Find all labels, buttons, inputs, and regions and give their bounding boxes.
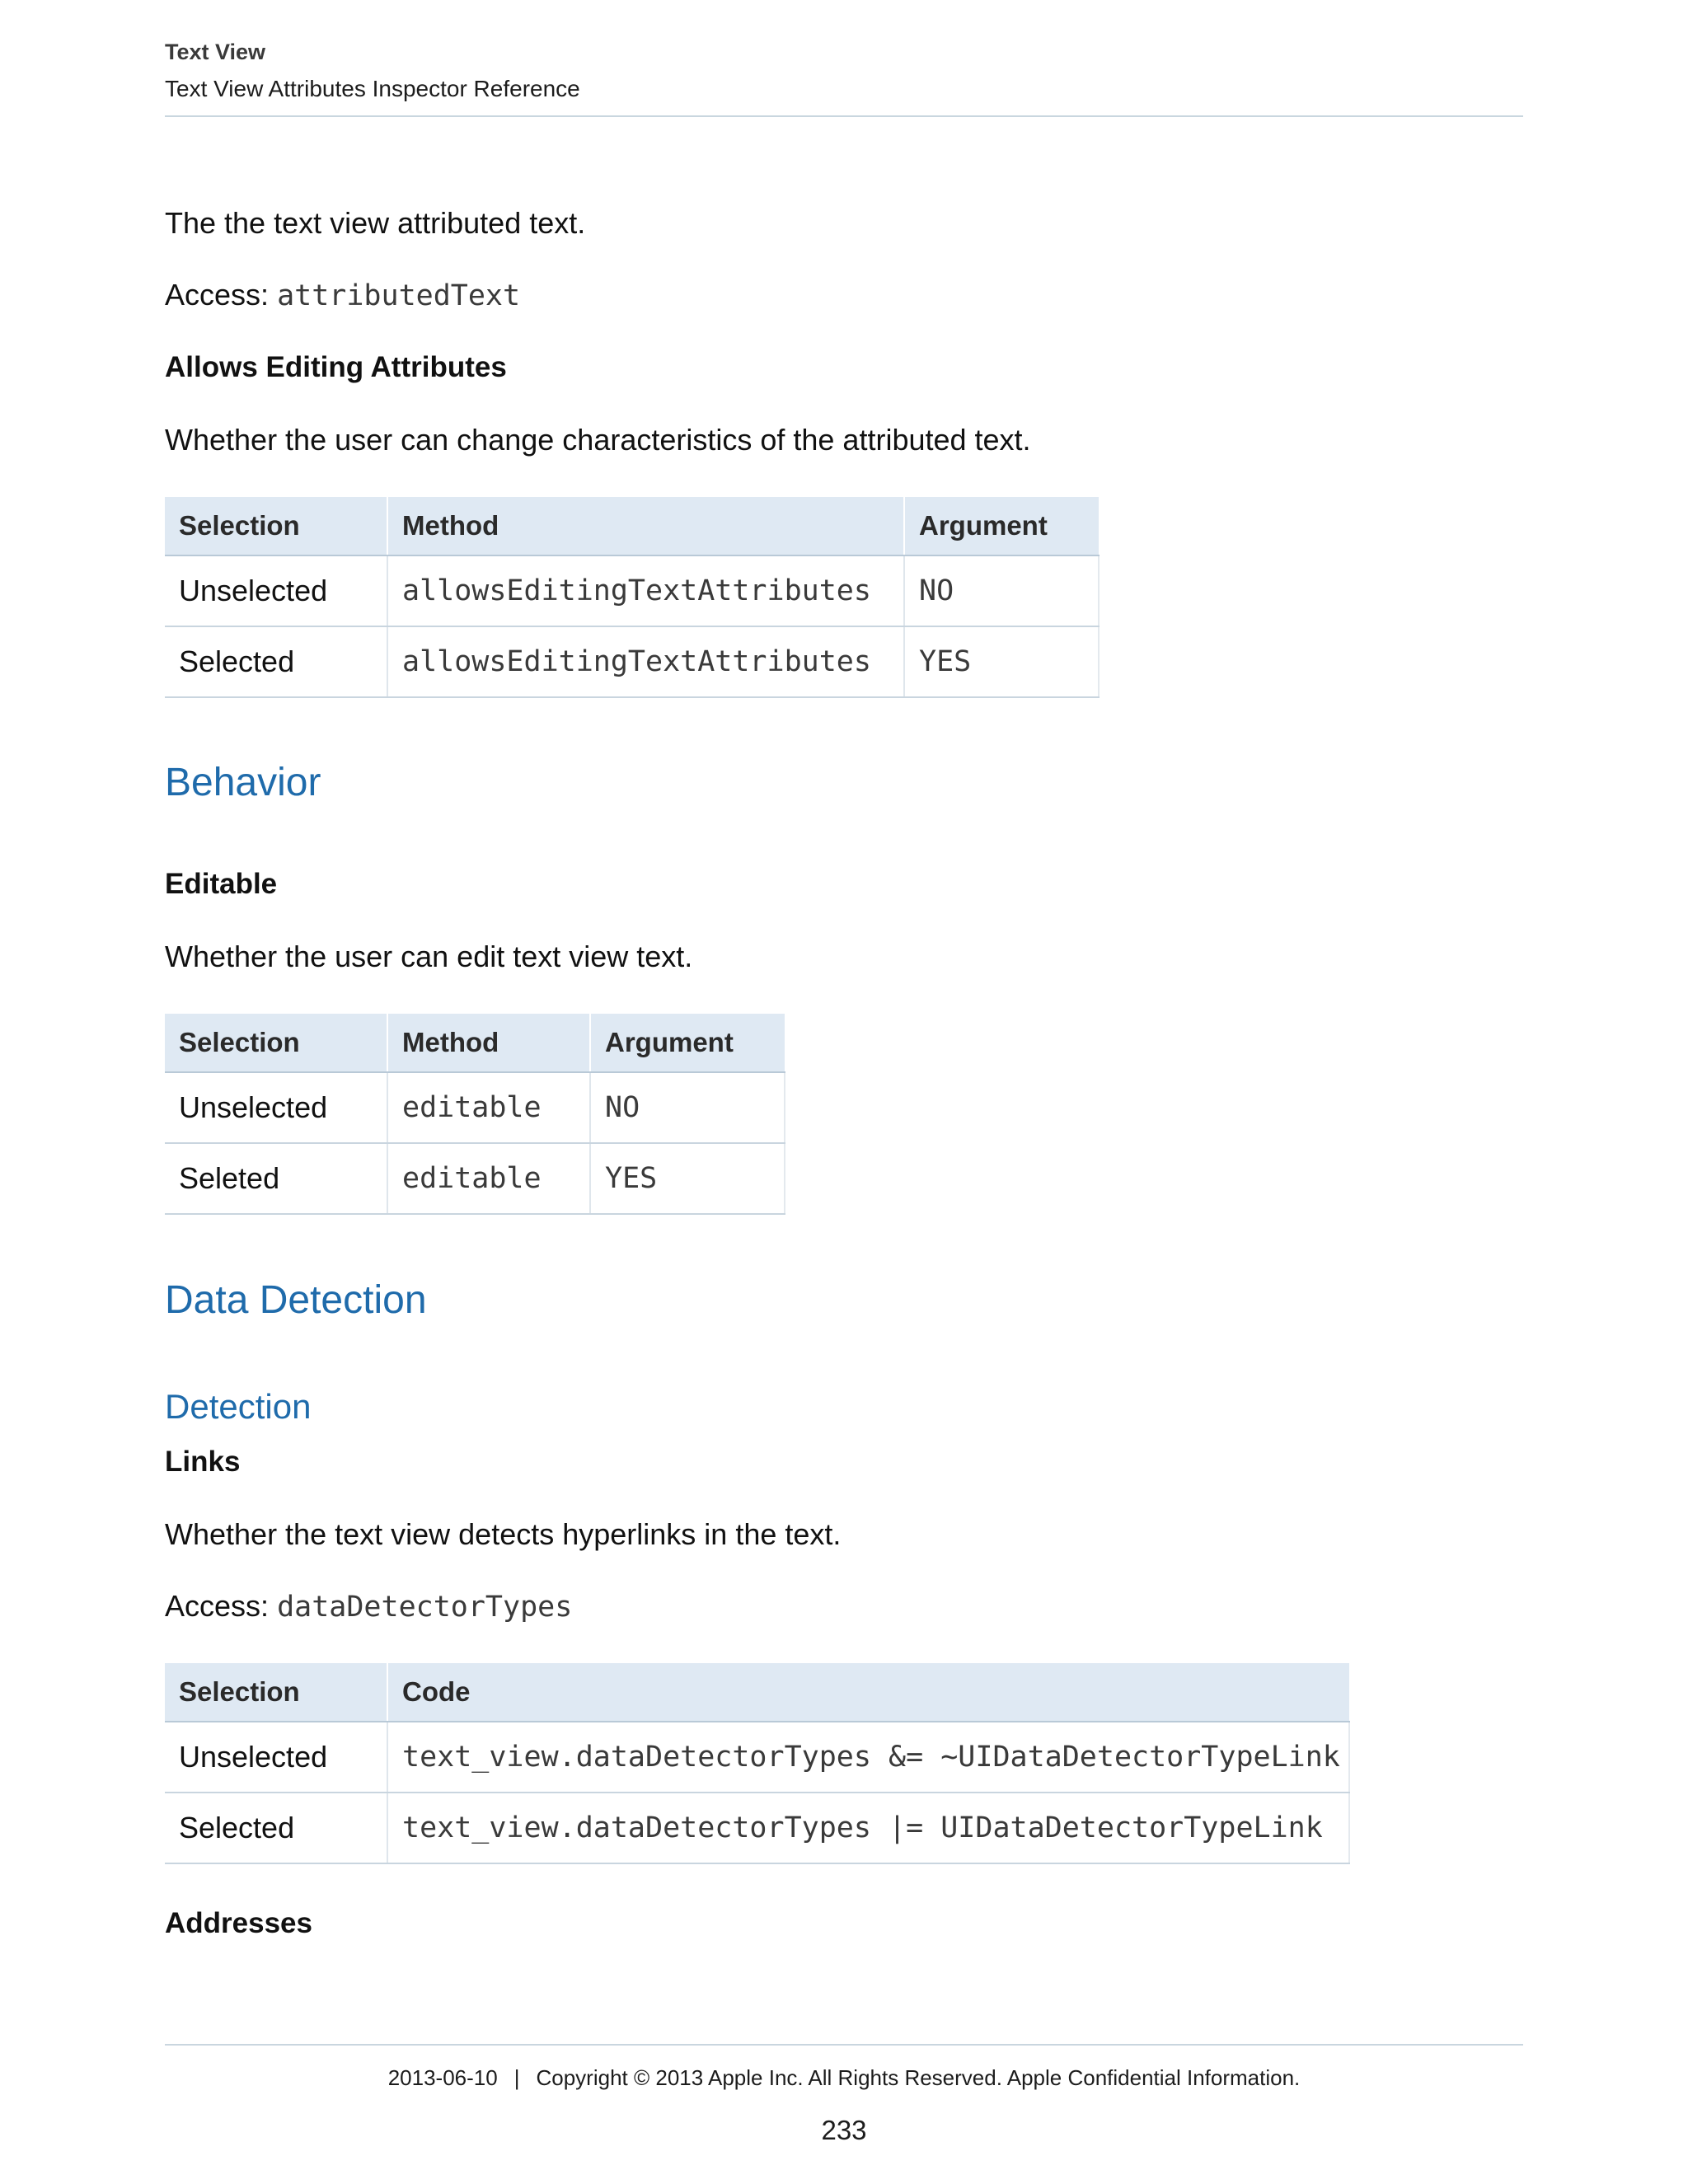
links-access <box>165 1589 572 1624</box>
table-row <box>165 555 1099 626</box>
column-header-method: Method <box>387 497 904 555</box>
links-term: Links <box>165 1446 241 1478</box>
editable-term: Editable <box>165 868 278 900</box>
column-header-argument: Argument <box>590 1014 785 1072</box>
data-detection-heading: Data Detection <box>165 1278 427 1322</box>
table-row <box>165 1143 785 1214</box>
footer-copyright: Copyright © 2013 Apple Inc. All Rights Reserved. Apple Confidential Information. <box>536 2065 1301 2090</box>
table-row <box>165 1793 1349 1863</box>
column-header-argument: Argument <box>904 497 1099 555</box>
column-header-method: Method <box>387 1014 590 1072</box>
allows-editing-attributes-description: Whether the user can change characteristics of the attributed text. <box>165 423 1031 457</box>
detection-subheading: Detection <box>165 1387 312 1426</box>
code-cell: text_view.dataDetectorTypes |= UIDataDetectorTypeLink <box>387 1793 1349 1863</box>
selection-cell: Unselected <box>165 1722 387 1793</box>
footer-date: 2013-06-10 <box>387 2065 498 2090</box>
table-header-row <box>165 1663 1349 1722</box>
access-value: dataDetectorTypes <box>277 1591 573 1624</box>
method-cell: editable <box>387 1143 590 1214</box>
selection-cell: Selected <box>165 1793 387 1863</box>
method-cell: allowsEditingTextAttributes <box>387 555 904 626</box>
argument-cell: NO <box>904 555 1099 626</box>
table-header-row <box>165 1014 785 1072</box>
attributed-text-description: The the text view attributed text. <box>165 206 586 240</box>
table-row <box>165 1072 785 1143</box>
argument-cell: YES <box>904 626 1099 697</box>
argument-cell: YES <box>590 1143 785 1214</box>
footer-separator: | <box>513 2065 520 2090</box>
allows-editing-attributes-table <box>165 497 1100 698</box>
selection-cell: Seleted <box>165 1143 387 1214</box>
addresses-term: Addresses <box>165 1907 312 1939</box>
argument-cell: NO <box>590 1072 785 1143</box>
method-cell: allowsEditingTextAttributes <box>387 626 904 697</box>
page-header <box>165 38 1523 117</box>
header-document-title: Text View Attributes Inspector Reference <box>165 76 580 101</box>
editable-description: Whether the user can edit text view text. <box>165 940 693 973</box>
method-cell: editable <box>387 1072 590 1143</box>
column-header-selection: Selection <box>165 497 387 555</box>
editable-table <box>165 1014 785 1215</box>
access-label: Access: <box>165 278 270 312</box>
header-section-title: Text View <box>165 40 266 64</box>
selection-cell: Unselected <box>165 1072 387 1143</box>
access-value: attributedText <box>277 279 521 312</box>
code-cell: text_view.dataDetectorTypes &= ~UIDataDetectorTypeLink <box>387 1722 1349 1793</box>
footer-copyright-line <box>165 2065 1523 2091</box>
selection-cell: Unselected <box>165 555 387 626</box>
page-footer <box>165 2044 1523 2145</box>
selection-cell: Selected <box>165 626 387 697</box>
page-number: 233 <box>821 2115 867 2145</box>
links-table <box>165 1663 1350 1864</box>
table-row <box>165 1722 1349 1793</box>
behavior-heading: Behavior <box>165 761 321 804</box>
table-row <box>165 626 1099 697</box>
attributed-text-access <box>165 278 520 312</box>
access-label: Access: <box>165 1589 270 1623</box>
column-header-selection: Selection <box>165 1663 387 1722</box>
column-header-selection: Selection <box>165 1014 387 1072</box>
table-header-row <box>165 497 1099 555</box>
links-description: Whether the text view detects hyperlinks in the text. <box>165 1517 842 1551</box>
allows-editing-attributes-term: Allows Editing Attributes <box>165 351 507 383</box>
column-header-code: Code <box>387 1663 1349 1722</box>
